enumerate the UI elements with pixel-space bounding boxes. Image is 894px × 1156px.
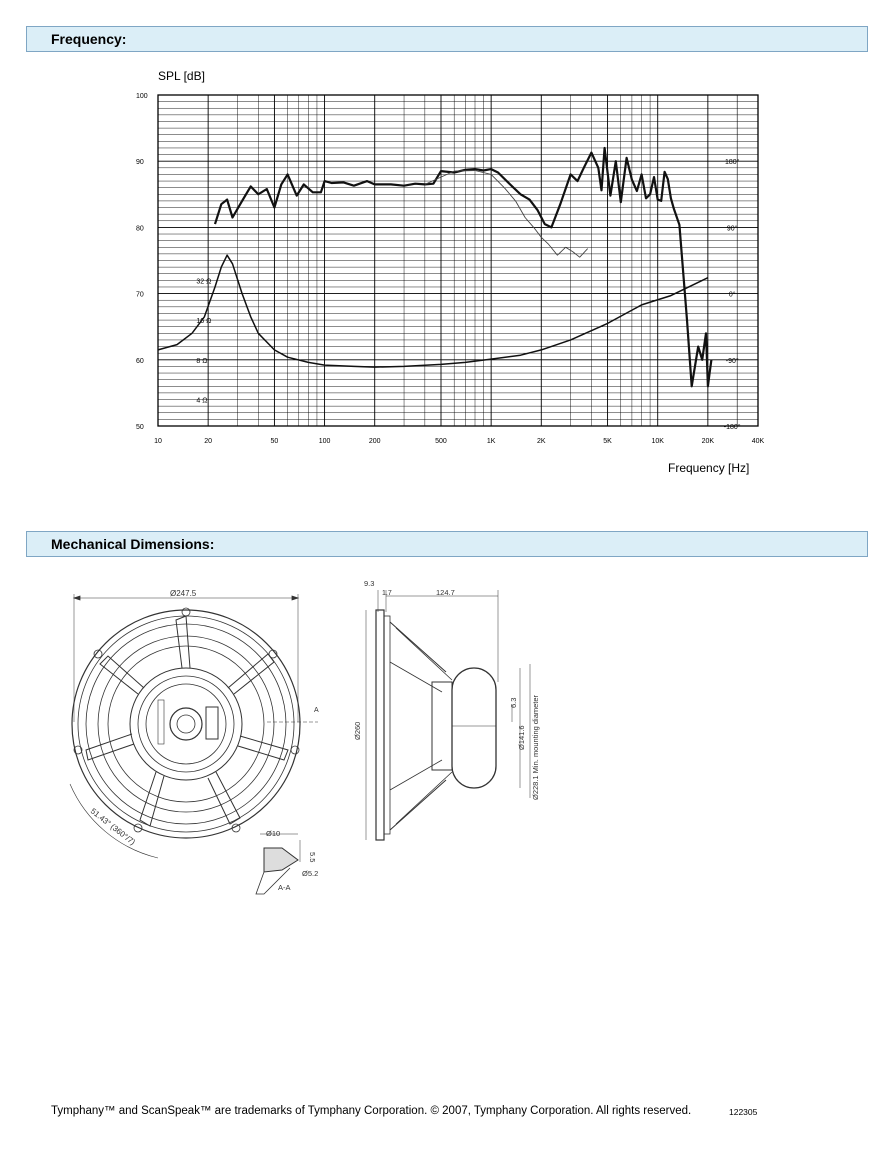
phase-tick-label: -90° xyxy=(725,357,739,365)
side-cutout-diameter: Ø260 xyxy=(353,721,362,740)
overall-diameter-label: Ø247.5 xyxy=(170,589,197,598)
x-tick-label: 10K xyxy=(651,438,664,445)
y-tick-label: 60 xyxy=(136,357,144,365)
y-axis-label: SPL [dB] xyxy=(158,69,205,83)
x-tick-label: 1K xyxy=(486,438,496,445)
phase-tick-label: -180° xyxy=(723,424,741,431)
chart-grid xyxy=(158,95,758,426)
y-tick-label: 90 xyxy=(136,159,144,167)
document-number: 122305 xyxy=(729,1107,758,1117)
detail-depth: 5.5 xyxy=(308,852,317,863)
x-tick-label: 200 xyxy=(368,438,381,445)
frequency-response-chart xyxy=(120,62,780,482)
x-tick-labels xyxy=(154,438,764,445)
x-tick-label: 20 xyxy=(204,438,213,445)
footer-trademark: Tymphany™ and ScanSpeak™ are trademarks of Tymphany Corporation. © 2007, Tymphany Corporation. All rights reserved. xyxy=(51,1105,692,1117)
mechanical-drawing xyxy=(60,572,560,902)
x-tick-label: 100 xyxy=(318,438,331,445)
y-tick-label: 50 xyxy=(136,424,144,431)
side-magnet-diameter: Ø141.6 xyxy=(517,725,526,750)
front-view xyxy=(70,589,319,858)
frequency-section-title: Frequency: xyxy=(51,31,127,47)
frequency-section-header xyxy=(26,26,868,52)
mechanical-section-title: Mechanical Dimensions: xyxy=(51,536,215,552)
mount-angle-label: 51.43° (360°/7) xyxy=(88,806,137,847)
series-impedance xyxy=(158,255,708,367)
x-tick-label: 500 xyxy=(435,438,447,445)
x-tick-label: 10 xyxy=(154,438,162,445)
side-depth-label: 124.7 xyxy=(436,588,455,597)
detail-hole-diameter: Ø10 xyxy=(266,829,281,838)
impedance-tick-label: 16 Ω xyxy=(196,318,212,326)
side-magnet-offset: 6.3 xyxy=(509,697,518,708)
phase-tick-label: 90° xyxy=(726,225,738,233)
mechanical-section-header xyxy=(26,531,868,557)
x-tick-label: 20K xyxy=(701,438,715,445)
x-tick-label: 5K xyxy=(603,438,612,445)
phase-tick-label: 0° xyxy=(728,291,736,299)
impedance-tick-label: 8 Ω xyxy=(196,357,208,365)
detail-section-a-a xyxy=(256,829,318,894)
section-marker-label: A xyxy=(314,707,319,714)
y-tick-labels xyxy=(136,93,148,431)
y-tick-label: 70 xyxy=(136,291,144,299)
phase-tick-labels xyxy=(724,158,741,431)
x-axis-label: Frequency [Hz] xyxy=(668,461,750,475)
impedance-tick-labels xyxy=(196,278,211,404)
side-flange-thickness: 1.7 xyxy=(382,590,392,597)
x-tick-label: 50 xyxy=(270,438,279,445)
side-flange-label: 9.3 xyxy=(364,579,375,588)
x-tick-label: 40K xyxy=(751,438,765,445)
side-view xyxy=(353,579,540,840)
series-spl_off_axis xyxy=(425,171,588,258)
detail-thru-hole: Ø5.2 xyxy=(302,869,319,878)
detail-label: A-A xyxy=(278,883,291,892)
impedance-tick-label: 32 Ω xyxy=(196,278,212,286)
y-tick-label: 100 xyxy=(136,93,148,100)
side-min-mounting: Ø228.1 Min. mounting diameter xyxy=(531,694,540,800)
y-tick-label: 80 xyxy=(136,225,144,233)
x-tick-label: 2K xyxy=(537,438,546,445)
impedance-tick-label: 4 Ω xyxy=(196,397,208,405)
phase-tick-label: 180° xyxy=(724,159,740,167)
